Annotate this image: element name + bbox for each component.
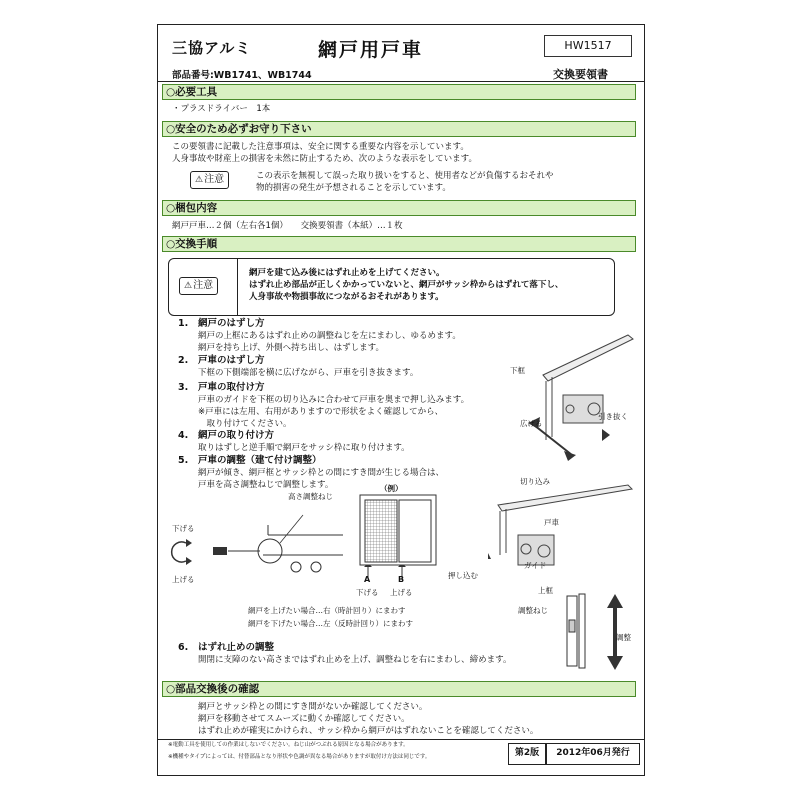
step-title: 戸車の調整（建て付け調整） [198, 455, 322, 466]
step-number: 2. [178, 355, 189, 366]
procedure-caution-box [168, 258, 615, 316]
caution-label: 注意 [204, 174, 225, 185]
step-line: ※戸車には左用、右用がありますので形状をよく確認してから、 [198, 407, 444, 417]
section-contents-heading: ○梱包内容 [162, 200, 636, 216]
confirm-line-3: はずれ止めが確実にかけられ、サッシ枠から網戸がはずれないことを確認してください。 [198, 726, 539, 736]
screen-door-example-icon [358, 493, 438, 573]
spread-label: 広げる [520, 419, 543, 428]
document-type: 交換要領書 [553, 68, 608, 81]
pull-out-label: 引き抜く [598, 412, 628, 421]
section-procedure-heading: ○交換手順 [162, 236, 636, 252]
confirm-line-1: 網戸とサッシ枠との間にすき間がないか確認してください。 [198, 702, 428, 712]
caution-divider [237, 259, 238, 315]
step-title: 網戸のはずし方 [198, 318, 265, 329]
caution-line-3: 人身事故や物損事故につながるおそれがあります。 [249, 292, 444, 302]
brand-logo: 三協アルミ [172, 39, 252, 57]
confirm-line-2: 網戸を移動させてスムーズに動くか確認してください。 [198, 714, 410, 724]
adjust-label: 調整 [616, 633, 631, 642]
example-label: （例） [380, 484, 403, 493]
push-in-label: 押し込む [448, 571, 478, 580]
page-title: 網戸用戸車 [318, 39, 424, 61]
raise-label: 上げる [172, 575, 195, 584]
step-number: 5. [178, 455, 189, 466]
step-line: 取りはずしと逆手順で網戸をサッシ枠に取り付けます。 [198, 443, 410, 453]
product-code: HW1517 [544, 35, 632, 57]
section-confirm-heading: ○部品交換後の確認 [162, 681, 636, 697]
caution-badge [179, 277, 218, 295]
step-title: 戸車の取付け方 [198, 382, 265, 393]
adjust-screw-diagram [168, 495, 348, 585]
caution-label: 注意 [193, 280, 214, 291]
step-number: 6. [178, 642, 189, 653]
step-line: 網戸の上框にあるはずれ止めの調整ねじを左にまわし、ゆるめます。 [198, 331, 461, 341]
section-tools-heading: ○必要工具 [162, 84, 636, 100]
warning-icon: ⚠ [184, 281, 193, 291]
issue-date-box: 2012年06月発行 [546, 743, 640, 765]
rule-up: 網戸を上げたい場合…右（時計回り）にまわす [248, 606, 406, 615]
point-a-label: A [364, 575, 371, 584]
point-a-caption: 下げる [356, 588, 379, 597]
footer-note-2: ※機種やタイプによっては、付替部品となり形状や色調が異なる場合がありますが取付け方法は同じです。 [168, 754, 431, 760]
part-number: 部品番号:WB1741、WB1744 [172, 70, 312, 81]
step-line: 戸車を高さ調整ねじで調整します。 [198, 480, 334, 490]
step-line: 網戸が傾き、網戸框とサッシ枠との間にすき間が生じる場合は、 [198, 468, 444, 478]
lower-label: 下げる [172, 524, 195, 533]
edition-box: 第2版 [508, 743, 546, 765]
caution-desc-2: 物的損害の発生が予想されることを示しています。 [256, 183, 451, 193]
roller-label: 戸車 [544, 518, 559, 527]
contents-line: 網戸戸車…２個（左右各1個） 交換要領書（本紙）…１枚 [172, 221, 403, 231]
point-b-label: B [398, 575, 405, 584]
tool-item: ・プラスドライバー 1本 [172, 104, 271, 114]
stop-adjust-diagram [563, 590, 633, 670]
caution-line-2: はずれ止め部品が正しくかかっていないと、網戸がサッシ枠からはずれて落下し、 [249, 280, 564, 290]
step-line: 網戸を持ち上げ、外側へ持ち出し、はずします。 [198, 343, 384, 353]
upper-frame-label: 上框 [538, 586, 553, 595]
step-title: はずれ止めの調整 [198, 642, 275, 653]
instruction-sheet [157, 24, 645, 776]
caution-badge [190, 171, 229, 189]
step-number: 4. [178, 430, 189, 441]
lower-frame-label: 下框 [510, 366, 525, 375]
guide-label: ガイド [524, 561, 547, 570]
safety-line-2: 人身事故や財産上の損害を未然に防止するため、次のような表示をしています。 [172, 154, 477, 164]
step-number: 3. [178, 382, 189, 393]
step-line: 取り付けてください。 [198, 419, 292, 429]
warning-icon: ⚠ [195, 175, 204, 185]
safety-line-1: この要領書に記載した注意事項は、安全に関する重要な内容を示しています。 [172, 142, 469, 152]
adjust-screw-label: 調整ねじ [518, 606, 548, 615]
step-title: 網戸の取り付け方 [198, 430, 275, 441]
footer-divider [158, 739, 644, 740]
step-number: 1. [178, 318, 189, 329]
notch-label: 切り込み [520, 477, 550, 486]
rule-down: 網戸を下げたい場合…左（反時計回り）にまわす [248, 619, 413, 628]
point-b-caption: 上げる [390, 588, 413, 597]
footer-note-1: ※電動工具を使用しての作業はしないでください。ねじ山がつぶれる原因となる場合があります。 [168, 742, 409, 748]
step-title: 戸車のはずし方 [198, 355, 265, 366]
step-line: 下框の下側端部を横に広げながら、戸車を引き抜きます。 [198, 368, 419, 378]
caution-line-1: 網戸を建て込み後にはずれ止めを上げてください。 [249, 268, 445, 278]
caution-desc-1: この表示を無視して誤った取り扱いをすると、使用者などが負傷するおそれや [256, 171, 554, 181]
height-screw-label: 高さ調整ねじ [288, 492, 333, 501]
section-safety-heading: ○安全のため必ずお守り下さい [162, 121, 636, 137]
step-line: 戸車のガイドを下框の切り込みに合わせて戸車を奥まで押し込みます。 [198, 395, 470, 405]
header-divider [158, 81, 644, 82]
step-line: 開閉に支障のない高さまではずれ止めを上げ、調整ねじを右にまわし、締めます。 [198, 655, 512, 665]
